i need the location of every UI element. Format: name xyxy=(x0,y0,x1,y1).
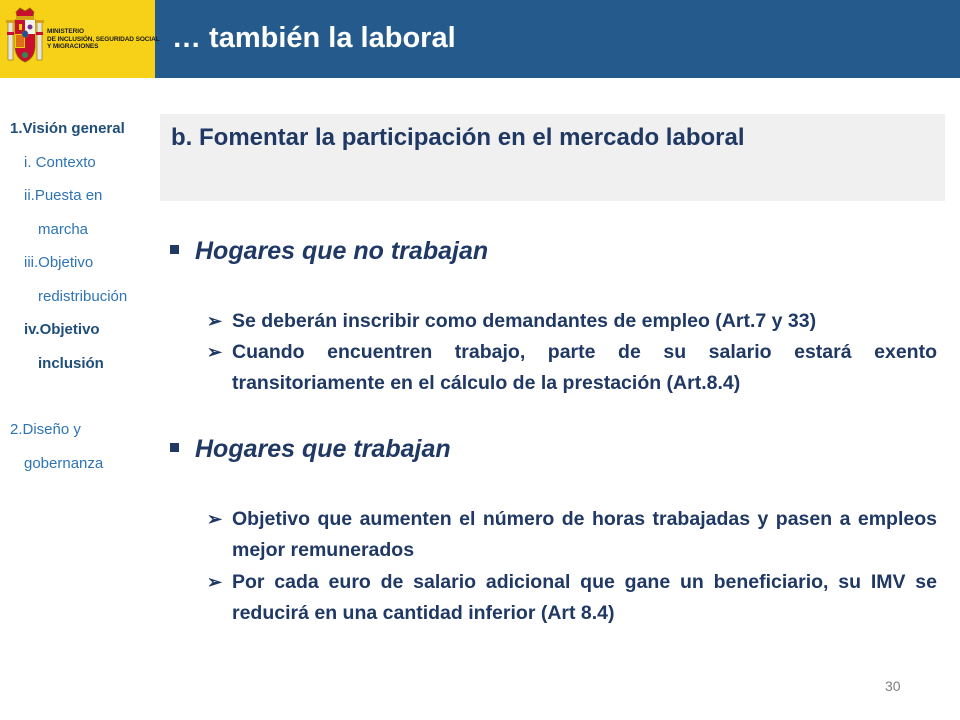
nav-item-objetivo-inclusion[interactable]: iv.Objetivo xyxy=(24,321,100,338)
nav-item-puesta-en-marcha[interactable]: ii.Puesta en xyxy=(24,187,103,204)
nav-item-puesta-en-marcha-cont[interactable]: marcha xyxy=(38,220,89,238)
sub-item-text: Cuando encuentren trabajo, parte de su salario estará exento transitoriamente en el cálculo de la prestación (Art.8.4) xyxy=(232,341,937,394)
section-title: b. Fomentar la participación en el mercado laboral xyxy=(171,124,745,151)
nav-item-vision-general[interactable]: 1.Visión general xyxy=(10,120,125,137)
sub-item xyxy=(207,567,937,629)
square-bullet-icon xyxy=(170,245,179,254)
ministry-line: DE INCLUSIÓN, SEGURIDAD SOCIAL xyxy=(47,35,160,43)
arrow-bullet-icon: ➢ xyxy=(207,311,223,331)
nav-item-objetivo-inclusion-cont[interactable]: inclusión xyxy=(38,354,104,372)
slide-title: … también la laboral xyxy=(172,22,456,54)
bullet-heading xyxy=(170,237,488,266)
sub-item xyxy=(207,306,937,337)
sub-item xyxy=(207,337,937,399)
sidebar-nav xyxy=(0,112,155,480)
ministry-line: MINISTERIO xyxy=(47,28,84,35)
square-bullet-icon xyxy=(170,443,179,452)
section-header-box xyxy=(160,114,945,201)
arrow-bullet-icon: ➢ xyxy=(207,342,223,362)
arrow-bullet-icon: ➢ xyxy=(207,572,223,592)
nav-item-diseno[interactable]: 2.Diseño y xyxy=(10,421,81,438)
header-bar xyxy=(0,0,960,78)
ministry-name xyxy=(47,28,160,51)
sub-item-text: Objetivo que aumenten el número de horas trabajadas y pasen a empleos mejor remunerados xyxy=(232,508,937,561)
bullet-heading-text: Hogares que trabajan xyxy=(195,435,451,463)
spanish-crest-icon xyxy=(6,6,44,68)
nav-item-gobernanza[interactable]: gobernanza xyxy=(24,454,104,472)
nav-item-objetivo-redistribucion-cont[interactable]: redistribución xyxy=(38,287,128,305)
sub-item xyxy=(207,504,937,566)
nav-item-objetivo-redistribucion[interactable]: iii.Objetivo xyxy=(24,254,94,271)
nav-item-contexto[interactable]: i. Contexto xyxy=(24,153,96,171)
arrow-bullet-icon: ➢ xyxy=(207,509,223,529)
page-number: 30 xyxy=(885,678,901,694)
sub-item-text: Se deberán inscribir como demandantes de empleo (Art.7 y 33) xyxy=(232,310,817,332)
ministry-logo xyxy=(0,0,160,78)
nav-spacer xyxy=(0,380,155,413)
bullet-heading-text: Hogares que no trabajan xyxy=(195,237,489,265)
ministry-line: Y MIGRACIONES xyxy=(47,43,99,50)
sub-item-text: Por cada euro de salario adicional que gane un beneficiario, su IMV se reducirá en una cantidad inferior (Art 8.4) xyxy=(232,571,937,624)
bullet-heading xyxy=(170,435,451,464)
